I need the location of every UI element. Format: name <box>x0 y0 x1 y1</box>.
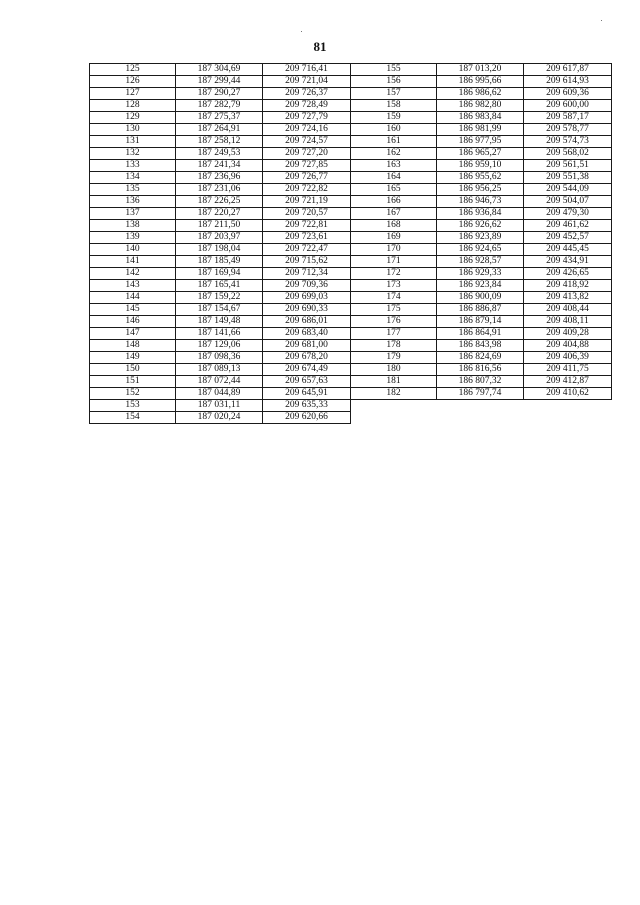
table-row <box>351 64 612 76</box>
x-coordinate-cell: 186 886,87 <box>437 304 524 316</box>
y-coordinate-cell: 209 614,93 <box>524 76 612 88</box>
point-number-cell: 172 <box>351 268 437 280</box>
x-coordinate-cell: 187 304,69 <box>176 64 263 76</box>
point-number-cell: 175 <box>351 304 437 316</box>
x-coordinate-cell: 187 275,37 <box>176 112 263 124</box>
x-coordinate-cell: 186 926,62 <box>437 220 524 232</box>
table-row <box>90 352 351 364</box>
y-coordinate-cell: 209 722,47 <box>263 244 351 256</box>
point-number-cell: 158 <box>351 100 437 112</box>
table-row <box>351 340 612 352</box>
table-row <box>351 148 612 160</box>
y-coordinate-cell: 209 426,65 <box>524 268 612 280</box>
table-row <box>351 136 612 148</box>
y-coordinate-cell: 209 600,00 <box>524 100 612 112</box>
table-row <box>351 208 612 220</box>
point-number-cell: 148 <box>90 340 176 352</box>
x-coordinate-cell: 186 965,27 <box>437 148 524 160</box>
point-number-cell: 169 <box>351 232 437 244</box>
x-coordinate-cell: 186 843,98 <box>437 340 524 352</box>
table-row <box>351 280 612 292</box>
y-coordinate-cell: 209 727,79 <box>263 112 351 124</box>
point-number-cell: 146 <box>90 316 176 328</box>
x-coordinate-cell: 187 220,27 <box>176 208 263 220</box>
y-coordinate-cell: 209 408,44 <box>524 304 612 316</box>
point-number-cell: 135 <box>90 184 176 196</box>
point-number-cell: 163 <box>351 160 437 172</box>
x-coordinate-cell: 187 072,44 <box>176 376 263 388</box>
x-coordinate-cell: 186 923,84 <box>437 280 524 292</box>
table-row <box>90 412 351 424</box>
y-coordinate-cell: 209 678,20 <box>263 352 351 364</box>
point-number-cell: 174 <box>351 292 437 304</box>
x-coordinate-cell: 187 203,97 <box>176 232 263 244</box>
y-coordinate-cell: 209 674,49 <box>263 364 351 376</box>
table-row <box>90 304 351 316</box>
y-coordinate-cell: 209 726,77 <box>263 172 351 184</box>
y-coordinate-cell: 209 587,17 <box>524 112 612 124</box>
y-coordinate-cell: 209 657,63 <box>263 376 351 388</box>
y-coordinate-cell: 209 461,62 <box>524 220 612 232</box>
y-coordinate-cell: 209 635,33 <box>263 400 351 412</box>
x-coordinate-cell: 187 031,11 <box>176 400 263 412</box>
x-coordinate-cell: 187 258,12 <box>176 136 263 148</box>
point-number-cell: 173 <box>351 280 437 292</box>
table-row <box>351 376 612 388</box>
point-number-cell: 149 <box>90 352 176 364</box>
table-row <box>90 160 351 172</box>
table-row <box>90 316 351 328</box>
point-number-cell: 165 <box>351 184 437 196</box>
y-coordinate-cell: 209 683,40 <box>263 328 351 340</box>
x-coordinate-cell: 186 981,99 <box>437 124 524 136</box>
point-number-cell: 127 <box>90 88 176 100</box>
coordinates-table-right <box>350 63 612 400</box>
x-coordinate-cell: 187 165,41 <box>176 280 263 292</box>
table-row <box>90 184 351 196</box>
y-coordinate-cell: 209 620,66 <box>263 412 351 424</box>
point-number-cell: 171 <box>351 256 437 268</box>
x-coordinate-cell: 187 149,48 <box>176 316 263 328</box>
y-coordinate-cell: 209 722,81 <box>263 220 351 232</box>
y-coordinate-cell: 209 408,11 <box>524 316 612 328</box>
table-row <box>351 76 612 88</box>
point-number-cell: 125 <box>90 64 176 76</box>
x-coordinate-cell: 187 211,50 <box>176 220 263 232</box>
table-body-right <box>351 64 612 400</box>
table-row <box>90 64 351 76</box>
table-row <box>351 220 612 232</box>
table-row <box>351 172 612 184</box>
y-coordinate-cell: 209 568,02 <box>524 148 612 160</box>
table-row <box>351 388 612 400</box>
y-coordinate-cell: 209 409,28 <box>524 328 612 340</box>
table-row <box>90 340 351 352</box>
y-coordinate-cell: 209 445,45 <box>524 244 612 256</box>
table-row <box>351 184 612 196</box>
table-row <box>90 136 351 148</box>
point-number-cell: 156 <box>351 76 437 88</box>
table-row <box>90 328 351 340</box>
x-coordinate-cell: 186 797,74 <box>437 388 524 400</box>
table-row <box>351 112 612 124</box>
y-coordinate-cell: 209 561,51 <box>524 160 612 172</box>
x-coordinate-cell: 187 141,66 <box>176 328 263 340</box>
table-row <box>351 328 612 340</box>
point-number-cell: 152 <box>90 388 176 400</box>
point-number-cell: 138 <box>90 220 176 232</box>
point-number-cell: 164 <box>351 172 437 184</box>
x-coordinate-cell: 187 264,91 <box>176 124 263 136</box>
y-coordinate-cell: 209 721,04 <box>263 76 351 88</box>
x-coordinate-cell: 186 879,14 <box>437 316 524 328</box>
x-coordinate-cell: 187 020,24 <box>176 412 263 424</box>
point-number-cell: 150 <box>90 364 176 376</box>
point-number-cell: 153 <box>90 400 176 412</box>
table-row <box>90 232 351 244</box>
x-coordinate-cell: 187 226,25 <box>176 196 263 208</box>
x-coordinate-cell: 186 983,84 <box>437 112 524 124</box>
table-row <box>351 352 612 364</box>
page-number: 81 <box>313 39 327 54</box>
x-coordinate-cell: 187 089,13 <box>176 364 263 376</box>
y-coordinate-cell: 209 720,57 <box>263 208 351 220</box>
y-coordinate-cell: 209 645,91 <box>263 388 351 400</box>
point-number-cell: 177 <box>351 328 437 340</box>
y-coordinate-cell: 209 715,62 <box>263 256 351 268</box>
x-coordinate-cell: 186 923,89 <box>437 232 524 244</box>
point-number-cell: 139 <box>90 232 176 244</box>
x-coordinate-cell: 187 044,89 <box>176 388 263 400</box>
x-coordinate-cell: 187 169,94 <box>176 268 263 280</box>
x-coordinate-cell: 186 900,09 <box>437 292 524 304</box>
point-number-cell: 131 <box>90 136 176 148</box>
point-number-cell: 145 <box>90 304 176 316</box>
table-row <box>90 124 351 136</box>
table-row <box>90 148 351 160</box>
y-coordinate-cell: 209 609,36 <box>524 88 612 100</box>
x-coordinate-cell: 187 236,96 <box>176 172 263 184</box>
y-coordinate-cell: 209 411,75 <box>524 364 612 376</box>
table-row <box>90 112 351 124</box>
point-number-cell: 154 <box>90 412 176 424</box>
table-row <box>351 196 612 208</box>
y-coordinate-cell: 209 418,92 <box>524 280 612 292</box>
x-coordinate-cell: 186 946,73 <box>437 196 524 208</box>
table-row <box>351 232 612 244</box>
point-number-cell: 176 <box>351 316 437 328</box>
table-row <box>351 292 612 304</box>
y-coordinate-cell: 209 434,91 <box>524 256 612 268</box>
point-number-cell: 147 <box>90 328 176 340</box>
table-row <box>351 244 612 256</box>
x-coordinate-cell: 187 231,06 <box>176 184 263 196</box>
y-coordinate-cell: 209 504,07 <box>524 196 612 208</box>
point-number-cell: 170 <box>351 244 437 256</box>
x-coordinate-cell: 187 185,49 <box>176 256 263 268</box>
table-row <box>351 268 612 280</box>
table-row <box>90 208 351 220</box>
y-coordinate-cell: 209 723,61 <box>263 232 351 244</box>
point-number-cell: 143 <box>90 280 176 292</box>
point-number-cell: 182 <box>351 388 437 400</box>
x-coordinate-cell: 186 977,95 <box>437 136 524 148</box>
x-coordinate-cell: 187 198,04 <box>176 244 263 256</box>
scan-speck <box>301 31 302 32</box>
y-coordinate-cell: 209 617,87 <box>524 64 612 76</box>
point-number-cell: 161 <box>351 136 437 148</box>
table-row <box>90 256 351 268</box>
scan-speck <box>601 20 602 21</box>
y-coordinate-cell: 209 709,36 <box>263 280 351 292</box>
y-coordinate-cell: 209 721,19 <box>263 196 351 208</box>
table-row <box>351 316 612 328</box>
table-row <box>351 160 612 172</box>
x-coordinate-cell: 186 986,62 <box>437 88 524 100</box>
y-coordinate-cell: 209 724,57 <box>263 136 351 148</box>
table-row <box>90 280 351 292</box>
y-coordinate-cell: 209 722,82 <box>263 184 351 196</box>
x-coordinate-cell: 187 241,34 <box>176 160 263 172</box>
y-coordinate-cell: 209 578,77 <box>524 124 612 136</box>
point-number-cell: 144 <box>90 292 176 304</box>
table-row <box>90 220 351 232</box>
point-number-cell: 159 <box>351 112 437 124</box>
point-number-cell: 178 <box>351 340 437 352</box>
table-row <box>351 124 612 136</box>
y-coordinate-cell: 209 727,85 <box>263 160 351 172</box>
table-row <box>90 400 351 412</box>
coordinates-table-left <box>89 63 351 424</box>
table-row <box>90 388 351 400</box>
y-coordinate-cell: 209 412,87 <box>524 376 612 388</box>
table-row <box>90 88 351 100</box>
x-coordinate-cell: 186 816,56 <box>437 364 524 376</box>
x-coordinate-cell: 187 159,22 <box>176 292 263 304</box>
point-number-cell: 151 <box>90 376 176 388</box>
x-coordinate-cell: 186 928,57 <box>437 256 524 268</box>
table-row <box>90 364 351 376</box>
y-coordinate-cell: 209 690,33 <box>263 304 351 316</box>
table-row <box>90 376 351 388</box>
point-number-cell: 162 <box>351 148 437 160</box>
point-number-cell: 126 <box>90 76 176 88</box>
x-coordinate-cell: 187 013,20 <box>437 64 524 76</box>
x-coordinate-cell: 187 249,53 <box>176 148 263 160</box>
x-coordinate-cell: 186 864,91 <box>437 328 524 340</box>
y-coordinate-cell: 209 413,82 <box>524 292 612 304</box>
point-number-cell: 137 <box>90 208 176 220</box>
x-coordinate-cell: 186 807,32 <box>437 376 524 388</box>
y-coordinate-cell: 209 479,30 <box>524 208 612 220</box>
point-number-cell: 129 <box>90 112 176 124</box>
x-coordinate-cell: 187 282,79 <box>176 100 263 112</box>
point-number-cell: 141 <box>90 256 176 268</box>
point-number-cell: 133 <box>90 160 176 172</box>
point-number-cell: 140 <box>90 244 176 256</box>
y-coordinate-cell: 209 727,20 <box>263 148 351 160</box>
y-coordinate-cell: 209 712,34 <box>263 268 351 280</box>
table-row <box>90 172 351 184</box>
y-coordinate-cell: 209 544,09 <box>524 184 612 196</box>
point-number-cell: 160 <box>351 124 437 136</box>
point-number-cell: 181 <box>351 376 437 388</box>
y-coordinate-cell: 209 406,39 <box>524 352 612 364</box>
y-coordinate-cell: 209 410,62 <box>524 388 612 400</box>
point-number-cell: 130 <box>90 124 176 136</box>
point-number-cell: 168 <box>351 220 437 232</box>
x-coordinate-cell: 186 929,33 <box>437 268 524 280</box>
y-coordinate-cell: 209 551,38 <box>524 172 612 184</box>
table-row <box>90 76 351 88</box>
x-coordinate-cell: 186 995,66 <box>437 76 524 88</box>
y-coordinate-cell: 209 452,57 <box>524 232 612 244</box>
point-number-cell: 179 <box>351 352 437 364</box>
x-coordinate-cell: 187 290,27 <box>176 88 263 100</box>
table-row <box>90 244 351 256</box>
table-row <box>90 268 351 280</box>
y-coordinate-cell: 209 716,41 <box>263 64 351 76</box>
point-number-cell: 134 <box>90 172 176 184</box>
y-coordinate-cell: 209 404,88 <box>524 340 612 352</box>
table-row <box>351 364 612 376</box>
x-coordinate-cell: 186 959,10 <box>437 160 524 172</box>
y-coordinate-cell: 209 681,00 <box>263 340 351 352</box>
x-coordinate-cell: 187 154,67 <box>176 304 263 316</box>
y-coordinate-cell: 209 686,01 <box>263 316 351 328</box>
table-row <box>351 88 612 100</box>
point-number-cell: 180 <box>351 364 437 376</box>
point-number-cell: 136 <box>90 196 176 208</box>
table-body-left <box>90 64 351 424</box>
x-coordinate-cell: 186 982,80 <box>437 100 524 112</box>
y-coordinate-cell: 209 699,03 <box>263 292 351 304</box>
table-row <box>351 304 612 316</box>
x-coordinate-cell: 186 824,69 <box>437 352 524 364</box>
point-number-cell: 157 <box>351 88 437 100</box>
point-number-cell: 128 <box>90 100 176 112</box>
x-coordinate-cell: 186 955,62 <box>437 172 524 184</box>
y-coordinate-cell: 209 726,37 <box>263 88 351 100</box>
x-coordinate-cell: 186 924,65 <box>437 244 524 256</box>
point-number-cell: 142 <box>90 268 176 280</box>
y-coordinate-cell: 209 728,49 <box>263 100 351 112</box>
point-number-cell: 167 <box>351 208 437 220</box>
table-row <box>90 100 351 112</box>
point-number-cell: 132 <box>90 148 176 160</box>
table-row <box>90 292 351 304</box>
x-coordinate-cell: 187 129,06 <box>176 340 263 352</box>
x-coordinate-cell: 186 936,84 <box>437 208 524 220</box>
x-coordinate-cell: 187 098,36 <box>176 352 263 364</box>
table-row <box>90 196 351 208</box>
table-row <box>351 256 612 268</box>
y-coordinate-cell: 209 724,16 <box>263 124 351 136</box>
point-number-cell: 166 <box>351 196 437 208</box>
point-number-cell: 155 <box>351 64 437 76</box>
table-row <box>351 100 612 112</box>
y-coordinate-cell: 209 574,73 <box>524 136 612 148</box>
x-coordinate-cell: 187 299,44 <box>176 76 263 88</box>
x-coordinate-cell: 186 956,25 <box>437 184 524 196</box>
